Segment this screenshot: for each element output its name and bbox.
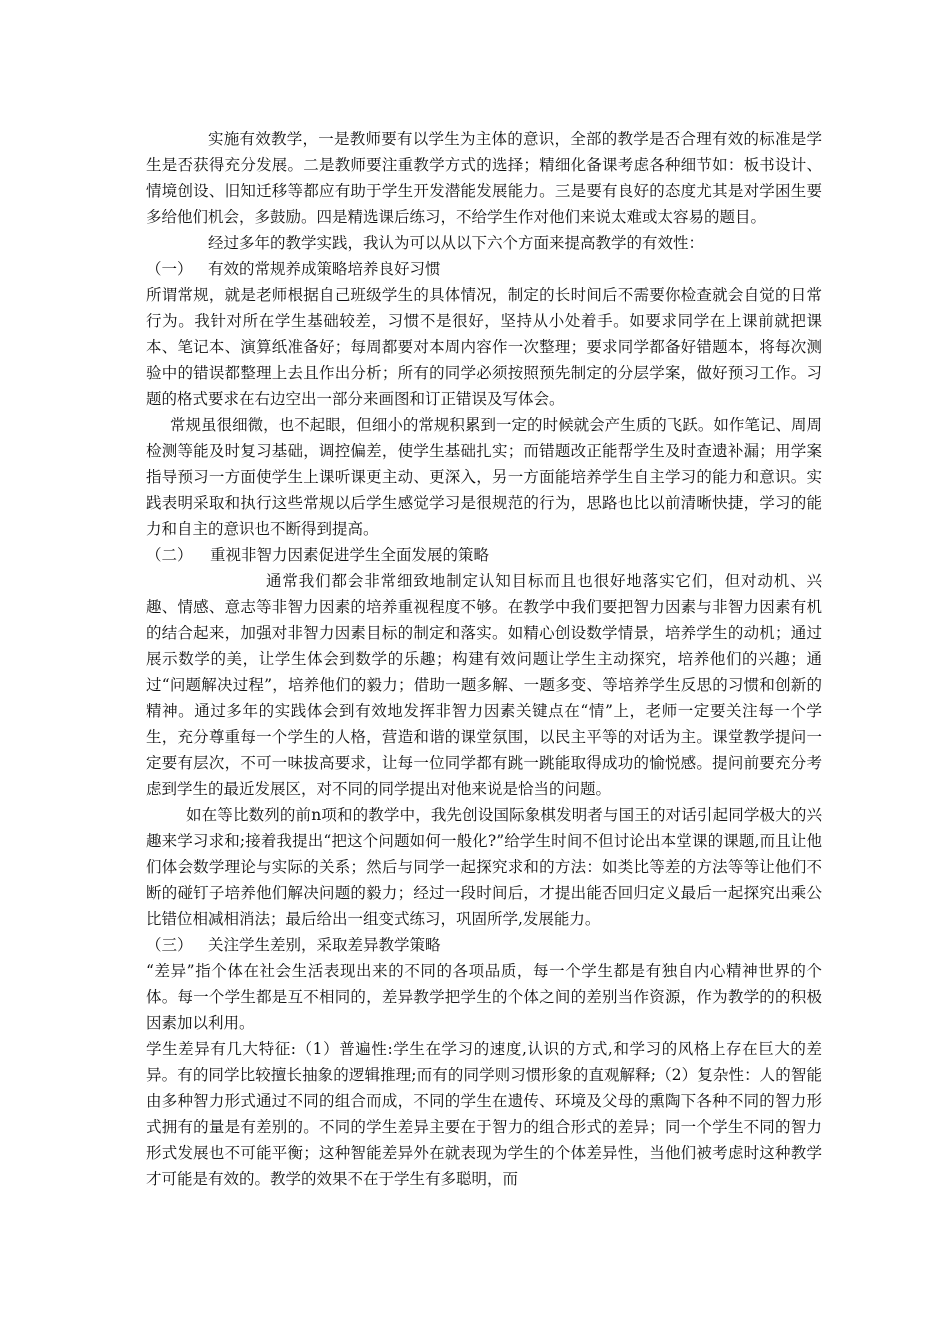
- section1-paragraph-1: 所谓常规，就是老师根据自己班级学生的具体情况，制定的长时间后不需要你检查就会自觉的日常行为。我针对所在学生基础较差，习惯不是很好，坚持从小处着手。如要求同学在上课前就把课本、笔记本、演算纸准备好；每周都要对本周内容作一次整理；要求同学都备好错题本，将每次测验中的错误都整理上去且作出分析；所有的同学必须按照预先制定的分层学案，做好预习工作。习题的格式要求在右边空出一部分来画图和订正错误及写体会。: [146, 286, 822, 408]
- section-number: （一）: [146, 260, 193, 278]
- section-title: 关注学生差别，采取差异教学策略: [208, 936, 441, 954]
- section-heading-2: [146, 542, 822, 568]
- section-title: 重视非智力因素促进学生全面发展的策略: [210, 546, 490, 564]
- section-heading-1: [146, 256, 822, 282]
- section3-paragraph-1: “差异”指个体在社会生活表现出来的不同的各项品质，每一个学生都是有独自内心精神世界的个体。每一个学生都是互不相同的，差异教学把学生的个体之间的差别当作资源，作为教学的的积极因素加以利用。: [146, 962, 822, 1032]
- document-body: [146, 126, 822, 1192]
- section2-paragraph-1: 通常我们都会非常细致地制定认知目标而且也很好地落实它们，但对动机、兴趣、情感、意志等非智力因素的培养重视程度不够。在教学中我们要把智力因素与非智力因素有机的结合起来，加强对非智力因素目标的制定和落实。如精心创设数学情景，培养学生的动机；通过展示数学的美，让学生体会到数学的乐趣；构建有效问题让学生主动探究，培养他们的兴趣；通过“问题解决过程”，培养他们的毅力；借助一题多解、一题多变、等培养学生反思的习惯和创新的精神。通过多年的实践体会到有效地发挥非智力因素关键点在“情”上，老师一定要关注每一个学生，充分尊重每一个学生的人格，营造和谐的课堂氛围，以民主平等的对话为主。课堂教学提问一定要有层次，不可一味拔高要求，让每一位同学都有跳一跳能取得成功的愉悦感。提问前要充分考虑到学生的最近发展区，对不同的同学提出对他来说是恰当的问题。: [146, 572, 822, 798]
- section-number: （三）: [146, 936, 193, 954]
- section-number: （二）: [146, 546, 193, 564]
- intro-paragraph: 实施有效教学，一是教师要有以学生为主体的意识，全部的教学是否合理有效的标准是学生是否获得充分发展。二是教师要注重教学方式的选择；精细化备课考虑各种细节如：板书设计、情境创设、旧知迁移等都应有助于学生开发潜能发展能力。三是要有良好的态度尤其是对学困生要多给他们机会，多鼓励。四是精选课后练习，不给学生作对他们来说太难或太容易的题目。: [146, 130, 822, 226]
- section3-paragraph-2: 学生差异有几大特征:（1）普遍性:学生在学习的速度,认识的方式,和学习的风格上存在巨大的差异。有的同学比较擅长抽象的逻辑推理;而有的同学则习惯形象的直观解释;（2）复杂性：人的智能由多种智力形式通过不同的组合而成，不同的学生在遗传、环境及父母的熏陶下各种不同的智力形式拥有的量是有差别的。不同的学生差异主要在于智力的组合形式的差异；同一个学生不同的智力形式发展也不可能平衡；这种智能差异外在就表现为学生的个体差异性，当他们被考虑时这种教学才可能是有效的。教学的效果不在于学生有多聪明，而: [146, 1040, 822, 1188]
- section2-paragraph-2: 如在等比数列的前n项和的教学中，我先创设国际象棋发明者与国王的对话引起同学极大的兴趣来学习求和;接着我提出“把这个问题如何一般化?”给学生时间不但讨论出本堂课的课题,而且让他们体会数学理论与实际的关系；然后与同学一起探究求和的方法：如类比等差的方法等等让他们不断的碰钉子培养他们解决问题的毅力；经过一段时间后，才提出能否回归定义最后一起探究出乘公比错位相减相消法；最后给出一组变式练习，巩固所学,发展能力。: [146, 806, 822, 928]
- intro-summary: 经过多年的教学实践，我认为可以从以下六个方面来提高教学的有效性：: [208, 234, 705, 252]
- section-heading-3: [146, 932, 822, 958]
- section-title: 有效的常规养成策略培养良好习惯: [208, 260, 441, 278]
- section1-paragraph-2: 常规虽很细微，也不起眼，但细小的常规积累到一定的时候就会产生质的飞跃。如作笔记、周周检测等能及时复习基础，调控偏差，使学生基础扎实；而错题改正能帮学生及时查遗补漏；用学案指导预习一方面使学生上课听课更主动、更深入，另一方面能培养学生自主学习的能力和意识。实践表明采取和执行这些常规以后学生感觉学习是很规范的行为，思路也比以前清晰快捷，学习的能力和自主的意识也不断得到提高。: [146, 416, 822, 538]
